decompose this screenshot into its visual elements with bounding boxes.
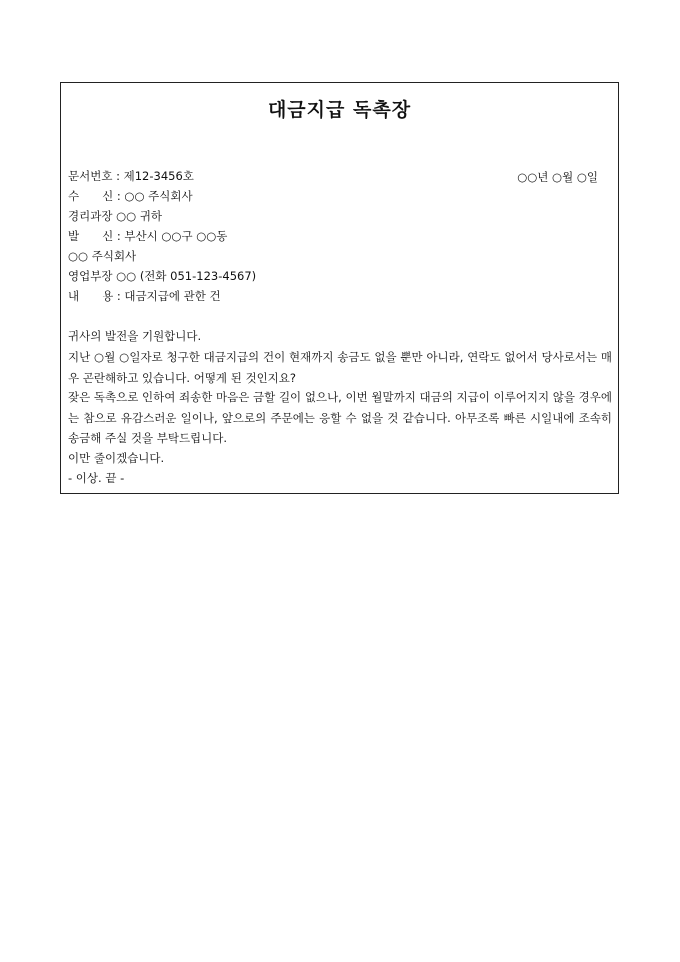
sender-person-line: 영업부장 ○○ (전화 051-123-4567)	[68, 269, 257, 283]
subject-line: 내 용 : 대금지급에 관한 건	[68, 289, 221, 303]
body-paragraph-1: 지난 ○월 ○일자로 청구한 대금지급의 건이 현재까지 송금도 없을 뿐만 아니라, 연락도 없어서 당사로서는 매우 곤란해하고 있습니다. 어떻게 된 것인지요?	[68, 350, 612, 385]
document-title: 대금지급 독촉장	[267, 99, 412, 121]
sender-company-line: ○○ 주식회사	[68, 249, 137, 263]
recipient-line: 수 신 : ○○ 주식회사	[68, 189, 193, 203]
document-number-line: 문서번호 : 제12-3456호	[68, 169, 194, 183]
sender-line: 발 신 : 부산시 ○○구 ○○동	[68, 229, 228, 243]
recipient-person-line: 경리과장 ○○ 귀하	[68, 209, 163, 223]
greeting-line: 귀사의 발전을 기원합니다.	[68, 329, 202, 343]
closing-line: 이만 줄이겠습니다.	[68, 451, 165, 465]
document-date: ○○년 ○월 ○일	[517, 170, 598, 184]
letter-frame	[60, 82, 619, 494]
body-paragraph-2: 잦은 독촉으로 인하여 죄송한 마음은 금할 길이 없으나, 이번 월말까지 대금의 지급이 이루어지지 않을 경우에는 참으로 유감스러운 일이나, 앞으로의 주문에는 응할 수 없을 것 같습니다. 아무조록 빠른 시일내에 조속히 송금해 주실 것을 부탁드립니다.	[68, 390, 612, 445]
end-mark: - 이상. 끝 -	[68, 471, 125, 485]
